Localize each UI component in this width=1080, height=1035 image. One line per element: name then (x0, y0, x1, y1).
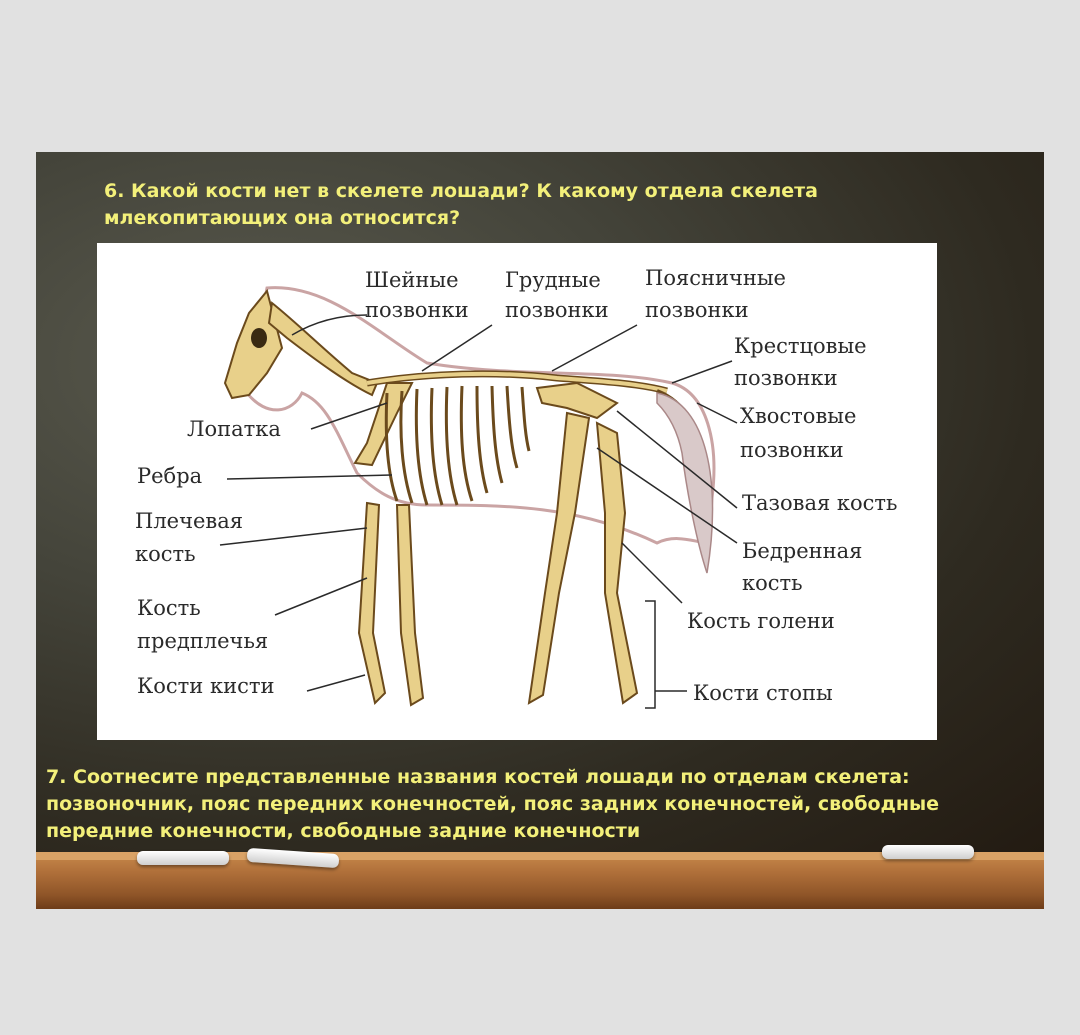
label-femur-2: кость (742, 571, 803, 595)
pelvis-bone (537, 383, 617, 418)
label-humerus-2: кость (135, 542, 196, 566)
label-cervical-2: позвонки (365, 298, 469, 322)
label-sacral-1: Крестцовые (734, 334, 867, 358)
label-lumbar-2: позвонки (645, 298, 749, 322)
tail-hair (657, 393, 713, 573)
rib-cage (386, 386, 529, 505)
label-thoracic-1: Грудные (505, 268, 601, 292)
question-6: 6. Какой кости нет в скелете лошади? К какому отдела скелета млекопитающих она относится? (104, 180, 819, 229)
horse-body-outline (247, 288, 714, 543)
label-forearm-2: предплечья (137, 629, 269, 653)
horse-skeleton-diagram (97, 243, 937, 740)
label-caudal-2: позвонки (740, 438, 844, 462)
label-sacral-2: позвонки (734, 366, 838, 390)
label-pelvis: Тазовая кость (742, 491, 898, 515)
horse-skeleton-figure (97, 243, 937, 740)
label-cervical-1: Шейные (365, 268, 459, 292)
chalk-piece-3 (882, 845, 974, 859)
label-caudal-1: Хвостовые (740, 404, 857, 428)
label-humerus-1: Плечевая (135, 509, 243, 533)
front-legs (359, 503, 423, 705)
label-foot: Кости стопы (693, 681, 833, 705)
hind-legs (529, 413, 637, 703)
label-femur-1: Бедренная (742, 539, 863, 563)
label-lumbar-1: Поясничные (645, 266, 786, 290)
label-ribs: Ребра (137, 464, 203, 488)
label-shin: Кость голени (687, 609, 835, 633)
label-scapula: Лопатка (187, 417, 281, 441)
chalk-piece-1 (137, 851, 229, 865)
cervical-vertebrae (269, 303, 377, 395)
question-7: 7. Соотнесите представленные названия костей лошади по отделам скелета: позвоночник, пояс передних конечностей, пояс задних конечностей, свободные передние конечности, свободные задние конечности (46, 766, 940, 842)
label-hand: Кости кисти (137, 674, 275, 698)
label-forearm-1: Кость (137, 596, 201, 620)
label-thoracic-2: позвонки (505, 298, 609, 322)
